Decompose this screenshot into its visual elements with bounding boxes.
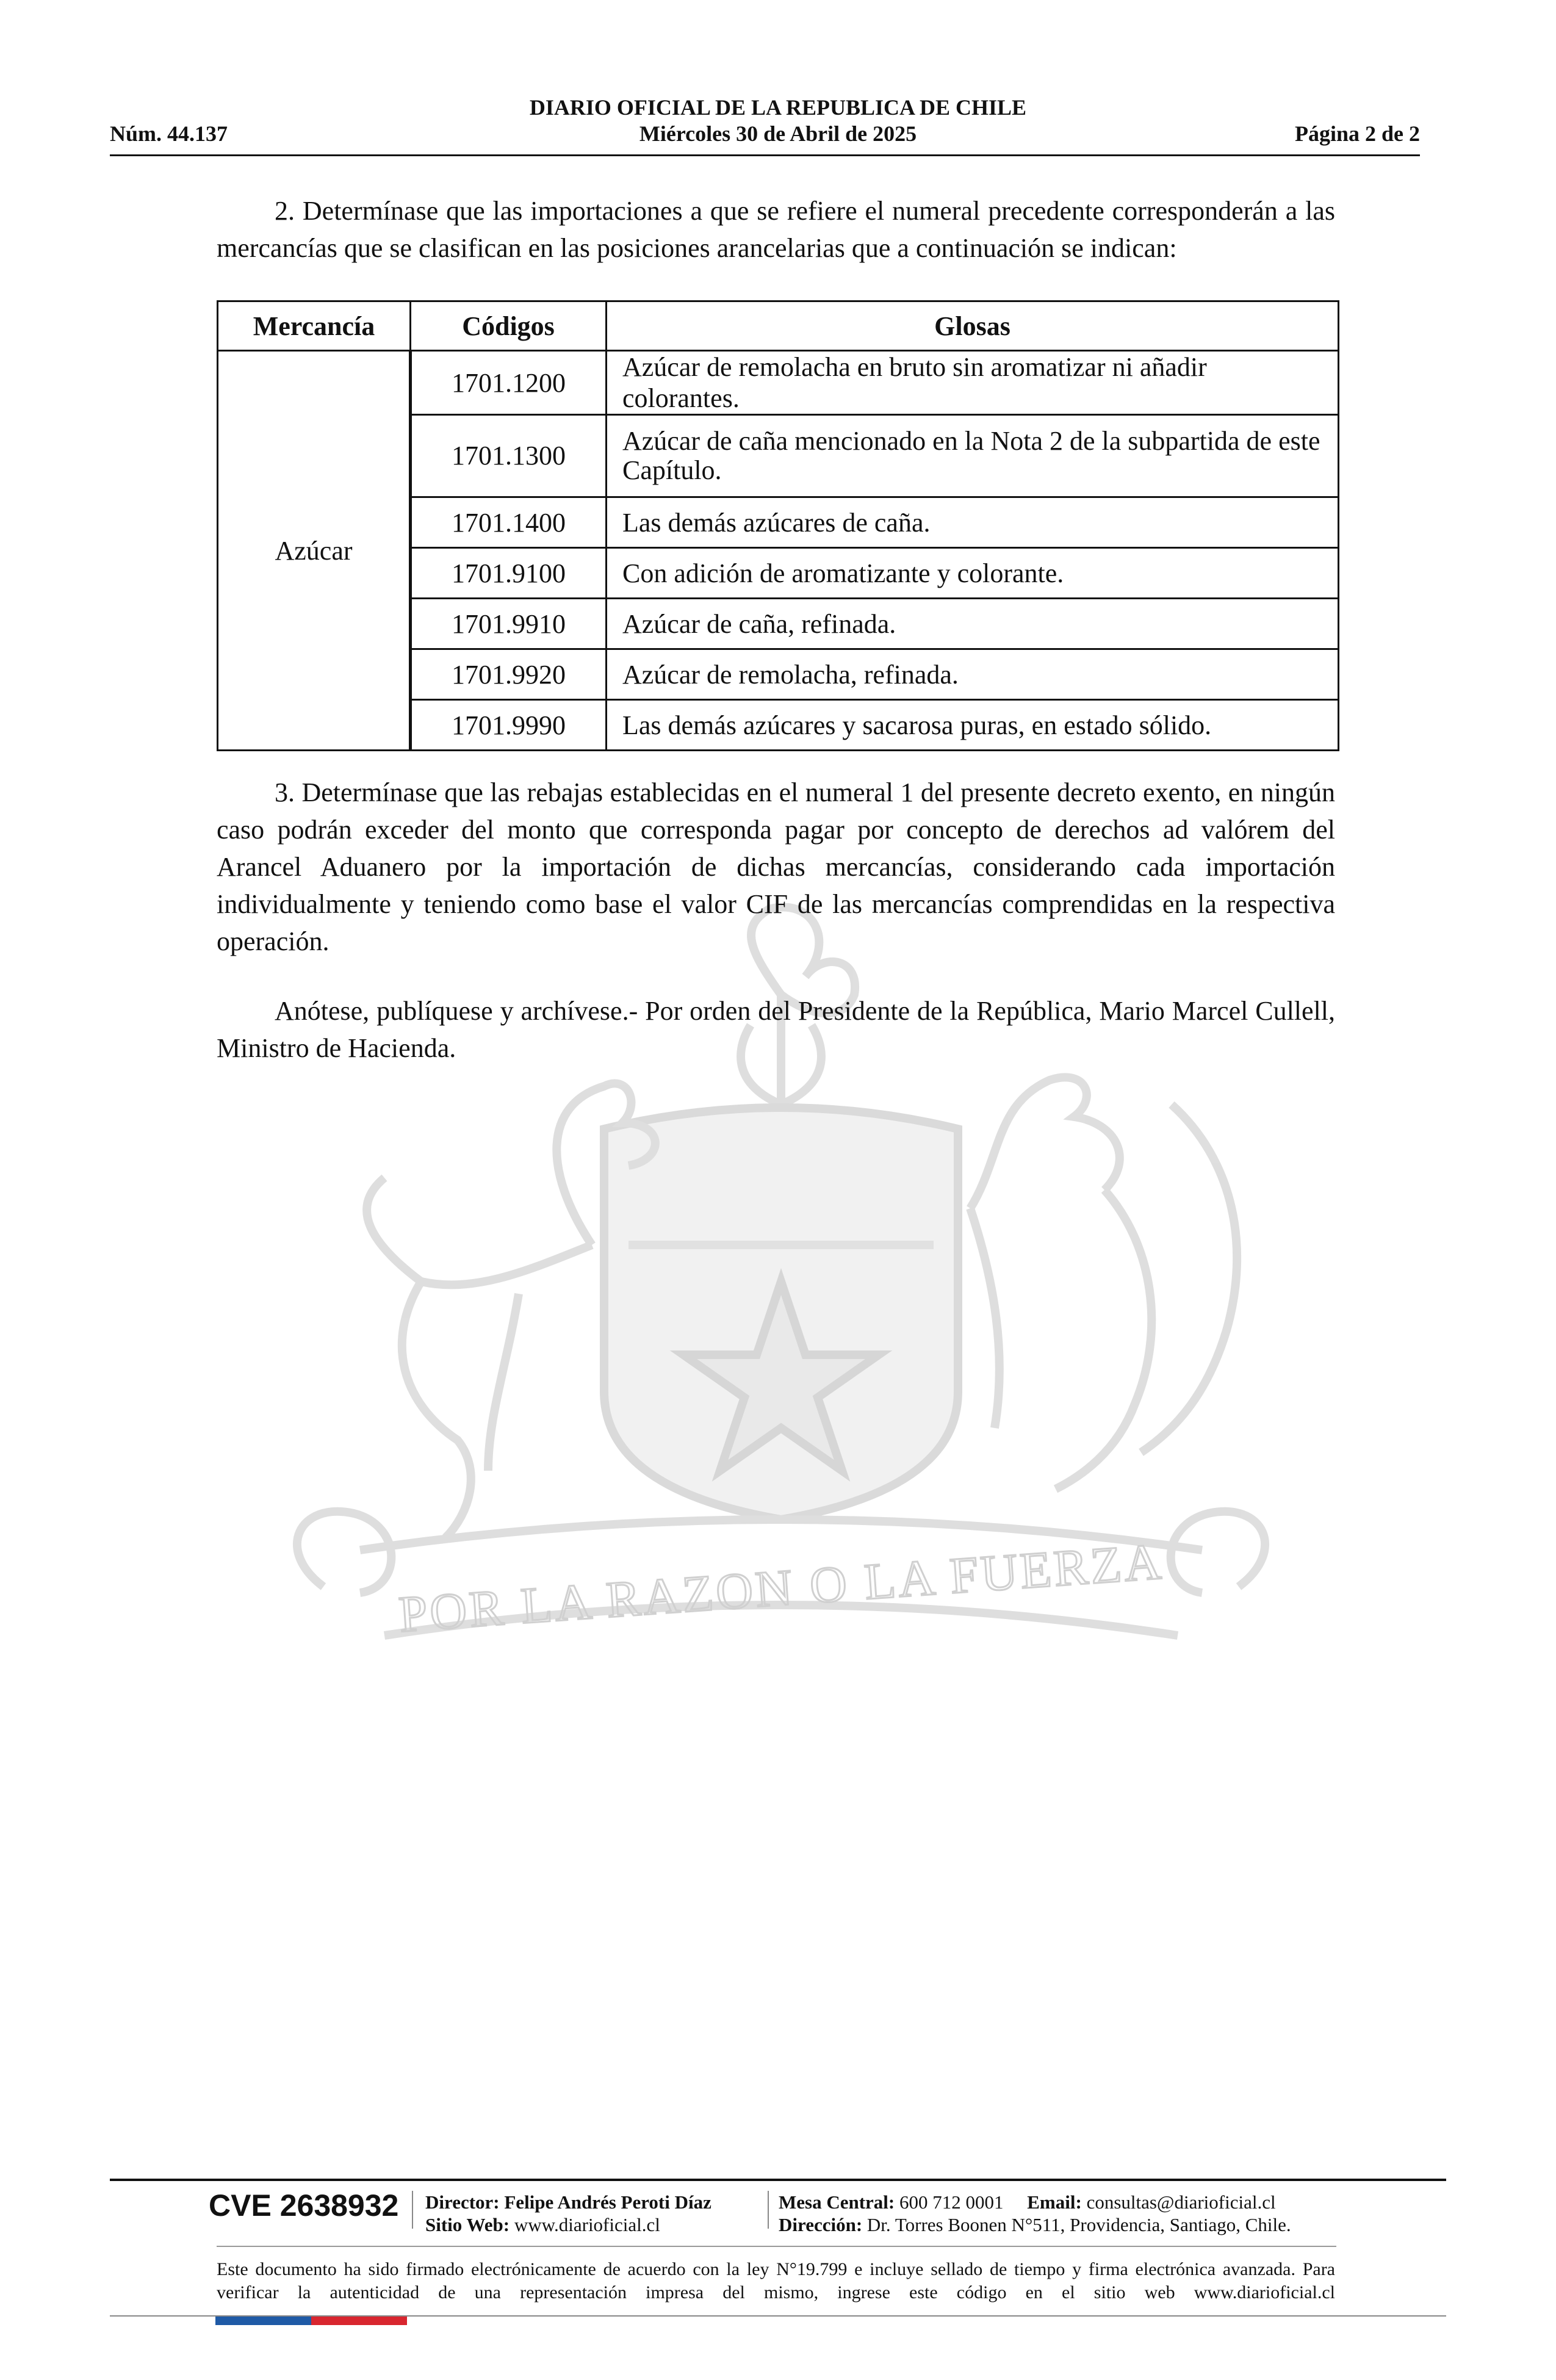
footer-inner-divider bbox=[217, 2246, 1336, 2247]
flag-stripe-red bbox=[311, 2317, 407, 2325]
gloss-cell: Azúcar de remolacha en bruto sin aromatizar ni añadir colorantes. bbox=[607, 351, 1339, 415]
tariff-table bbox=[217, 300, 1339, 751]
code-cell: 1701.9910 bbox=[411, 599, 607, 649]
director-line bbox=[425, 2191, 711, 2213]
flag-stripe-blue bbox=[215, 2317, 311, 2325]
code-cell: 1701.1400 bbox=[411, 497, 607, 548]
footer-separator bbox=[412, 2191, 413, 2229]
motto-text: POR LA RAZON O LA FUERZA bbox=[397, 1533, 1165, 1643]
email-link[interactable]: consultas@diarioficial.cl bbox=[1086, 2191, 1276, 2213]
code-cell: 1701.9990 bbox=[411, 700, 607, 751]
footer-separator bbox=[768, 2191, 769, 2229]
publication-date: Miércoles 30 de Abril de 2025 bbox=[639, 121, 917, 146]
code-cell: 1701.9100 bbox=[411, 548, 607, 599]
website-label: Sitio Web: bbox=[425, 2214, 510, 2235]
issue-number: Núm. 44.137 bbox=[110, 121, 228, 146]
legal-notice: Este documento ha sido firmado electrónicamente de acuerdo con la ley N°19.799 e incluye sellado de tiempo y firma electrónica avanzada. Para verificar la autenticidad de una representación impresa del mismo, ingrese este código en el sitio web www.diarioficial.cl bbox=[217, 2259, 1335, 2302]
phone-value: 600 712 0001 bbox=[899, 2191, 1004, 2213]
header-divider bbox=[110, 154, 1420, 156]
table-row bbox=[218, 351, 1339, 415]
header-codigos: Códigos bbox=[411, 301, 607, 351]
gloss-cell: Azúcar de remolacha, refinada. bbox=[607, 649, 1339, 700]
gloss-cell: Con adición de aromatizante y colorante. bbox=[607, 548, 1339, 599]
paragraph-2: 2. Determínase que las importaciones a que se refiere el numeral precedente corresponderán a las mercancías que se clasifican en las posiciones arancelarias que a continuación se indican: bbox=[217, 196, 1335, 263]
director-label: Director: bbox=[425, 2191, 500, 2213]
contact-line bbox=[779, 2191, 1276, 2213]
code-cell: 1701.1200 bbox=[411, 351, 607, 415]
email-label: Email: bbox=[1027, 2191, 1082, 2213]
address-label: Dirección: bbox=[779, 2214, 863, 2235]
merchandise-cell: Azúcar bbox=[218, 351, 411, 751]
header-glosas: Glosas bbox=[607, 301, 1339, 351]
page-number: Página 2 de 2 bbox=[1294, 121, 1420, 146]
gloss-cell: Las demás azúcares de caña. bbox=[607, 497, 1339, 548]
address-line bbox=[779, 2214, 1291, 2236]
cve-code: CVE 2638932 bbox=[209, 2188, 399, 2223]
closing-paragraph: Anótese, publíquese y archívese.- Por orden del Presidente de la República, Mario Marcel Cullell, Ministro de Hacienda. bbox=[217, 996, 1335, 1063]
code-cell: 1701.9920 bbox=[411, 649, 607, 700]
director-name: Felipe Andrés Peroti Díaz bbox=[504, 2191, 711, 2213]
address-value: Dr. Torres Boonen N°511, Providencia, Santiago, Chile. bbox=[866, 2214, 1291, 2235]
paragraph-3: 3. Determínase que las rebajas establecidas en el numeral 1 del presente decreto exento, en ningún caso podrán exceder del monto que corresponda pagar por concepto de derechos ad valórem del Arancel Aduanero por la importación de dichas mercancías, considerando cada importación individualmente y teniendo como base el valor CIF de las mercancías comprendidas en la respectiva operación. bbox=[217, 777, 1335, 956]
website-line bbox=[425, 2214, 660, 2236]
gloss-cell: Azúcar de caña mencionado en la Nota 2 de la subpartida de este Capítulo. bbox=[607, 415, 1339, 497]
publication-title: DIARIO OFICIAL DE LA REPUBLICA DE CHILE bbox=[529, 95, 1027, 120]
phone-label: Mesa Central: bbox=[779, 2191, 895, 2213]
gloss-cell: Las demás azúcares y sacarosa puras, en estado sólido. bbox=[607, 700, 1339, 751]
gloss-cell: Azúcar de caña, refinada. bbox=[607, 599, 1339, 649]
website-link[interactable]: www.diarioficial.cl bbox=[514, 2214, 660, 2235]
code-cell: 1701.1300 bbox=[411, 415, 607, 497]
footer-divider bbox=[110, 2179, 1446, 2181]
table-header-row bbox=[218, 301, 1339, 351]
header-mercancia: Mercancía bbox=[218, 301, 411, 351]
